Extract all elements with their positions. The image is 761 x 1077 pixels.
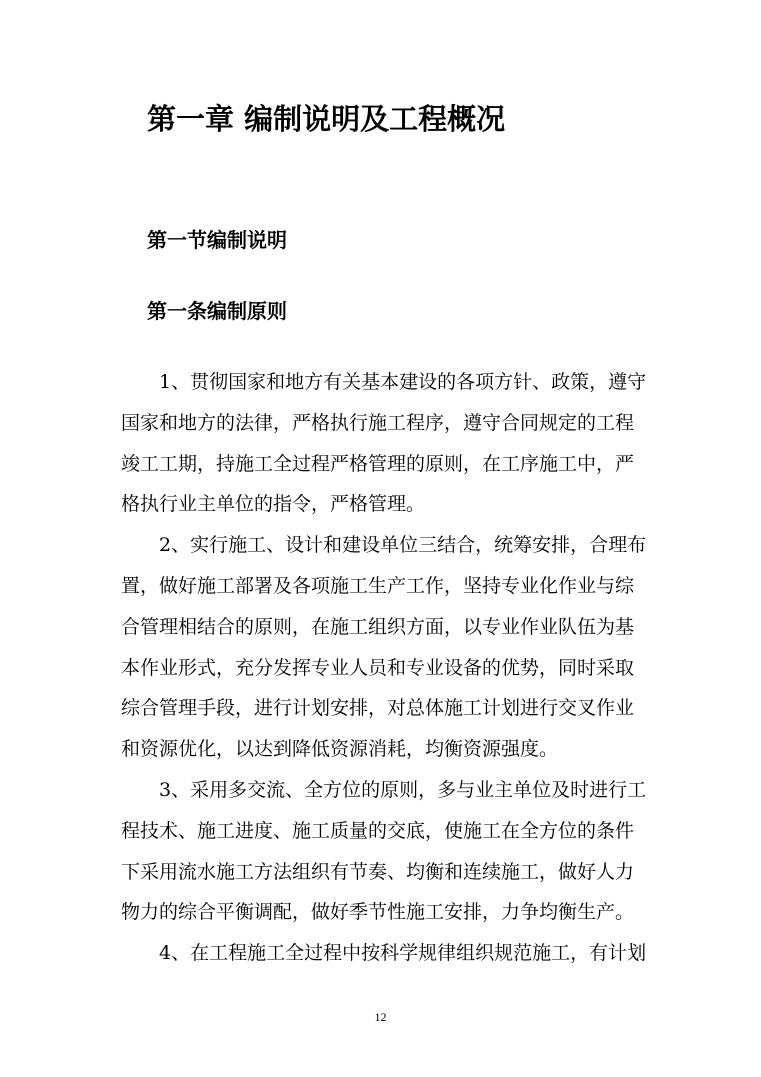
paragraph-2-line-6: 和资源优化，以达到降低资源消耗，均衡资源强度。 [121,738,559,761]
paragraph-2-line-1: 2、实行施工、设计和建设单位三结合，统筹安排，合理布 [159,534,647,557]
section-title: 第一节编制说明 [147,228,287,252]
paragraph-3-line-3: 下采用流水施工方法组织有节奏、均衡和连续施工，做好人力 [121,860,635,883]
paragraph-1-line-3: 竣工工期，持施工全过程严格管理的原则，在工序施工中，严 [121,452,635,475]
paragraph-3-line-1: 3、采用多交流、全方位的原则，多与业主单位及时进行工 [159,778,647,801]
paragraph-3-line-4: 物力的综合平衡调配，做好季节性施工安排，力争均衡生产。 [121,901,635,924]
paragraph-2-line-2: 置，做好施工部署及各项施工生产工作，坚持专业化作业与综 [121,574,635,597]
paragraph-2-line-4: 本作业形式，充分发挥专业人员和专业设备的优势，同时采取 [121,656,635,679]
page-number: 12 [374,1010,387,1024]
paragraph-2-line-5: 综合管理手段，进行计划安排，对总体施工计划进行交叉作业 [121,697,635,720]
body-text [121,362,647,974]
paragraph-1-line-2: 国家和地方的法律，严格执行施工程序，遵守合同规定的工程 [121,411,635,434]
paragraph-1-line-1: 1、贯彻国家和地方有关基本建设的各项方针、政策，遵守 [159,371,647,393]
chapter-title: 第一章 编制说明及工程概况 [147,102,506,136]
paragraph-3-line-2: 程技术、施工进度、施工质量的交底，使施工在全方位的条件 [121,819,635,842]
paragraph-1-line-4: 格执行业主单位的指令，严格管理。 [121,493,426,516]
paragraph-2-line-3: 合管理相结合的原则，在施工组织方面，以专业作业队伍为基 [121,615,635,638]
paragraph-4-line-1: 4、在工程施工全过程中按科学规律组织规范施工，有计划 [159,942,647,965]
article-title: 第一条编制原则 [147,299,287,323]
